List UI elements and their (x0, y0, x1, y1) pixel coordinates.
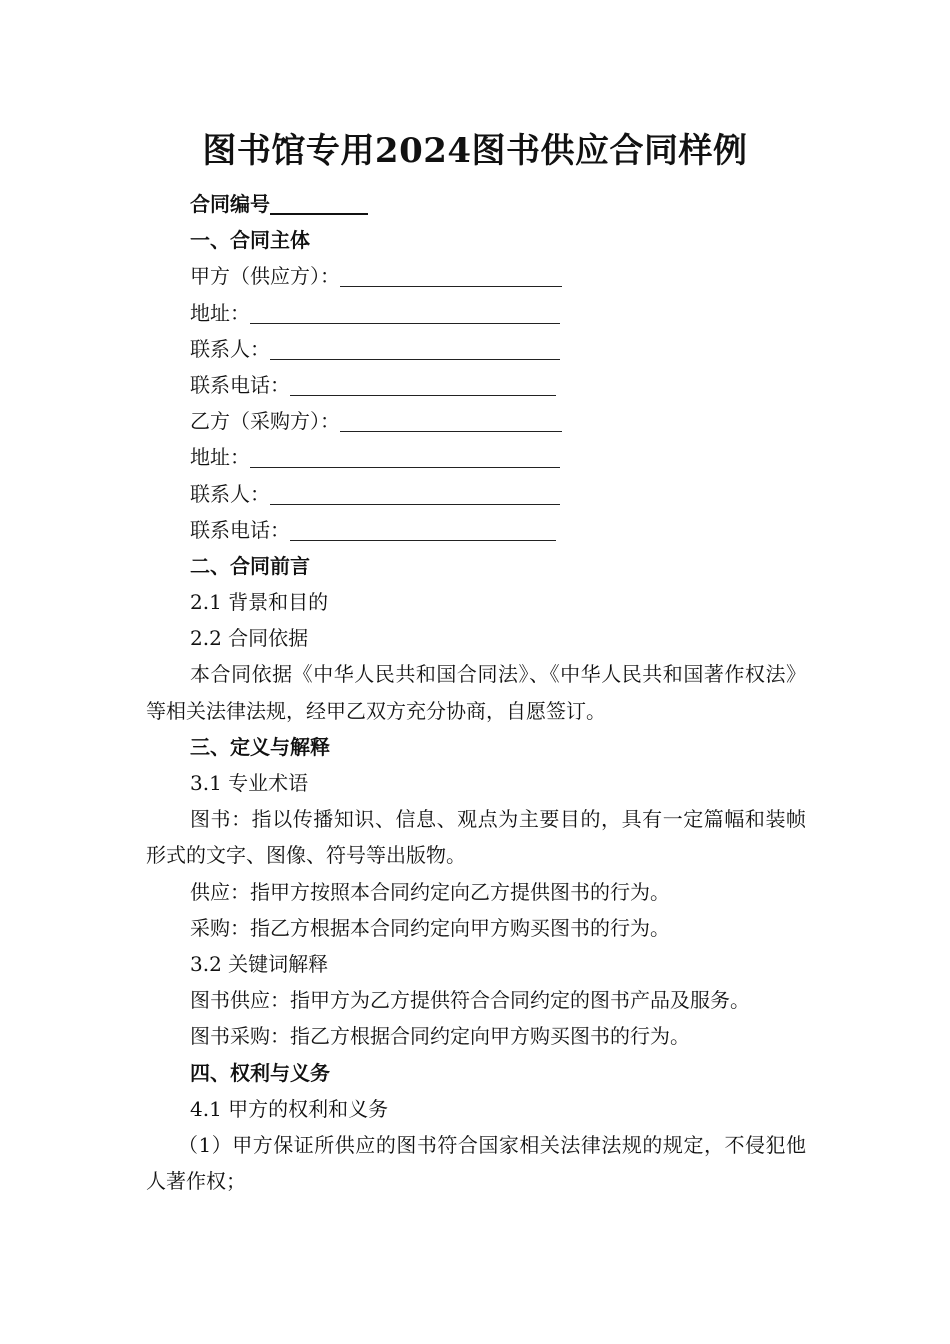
party-b-contact-blank (270, 482, 560, 505)
contract-number-label: 合同编号 (190, 192, 270, 216)
party-a-contact-line (146, 331, 806, 367)
party-b-address-line (146, 439, 806, 475)
party-a-address-label: 地址： (190, 300, 250, 325)
clause-4-1: 4.1 甲方的权利和义务 (190, 1096, 389, 1121)
party-a-line (146, 258, 806, 294)
definition-book-purchase: 图书采购：指乙方根据合同约定向甲方购买图书的行为。 (190, 1024, 690, 1049)
definition-book-supply: 图书供应：指甲方为乙方提供符合合同约定的图书产品及服务。 (190, 988, 750, 1013)
party-a-contact-label: 联系人： (190, 336, 270, 361)
definition-book: 图书：指以传播知识、信息、观点为主要目的，具有一定篇幅和装帧形式的文字、图像、符号等出版物。 (146, 807, 806, 868)
party-a-contact-blank (270, 337, 560, 360)
party-a-label: 甲方（供应方）： (190, 264, 340, 289)
section-heading-3: 三、定义与解释 (190, 734, 330, 759)
party-b-line (146, 403, 806, 439)
section-heading-2: 二、合同前言 (190, 553, 310, 578)
party-a-phone-blank (290, 373, 556, 396)
clause-2-1: 2.1 背景和目的 (190, 590, 329, 615)
contract-number-blank (270, 191, 368, 215)
party-a-address-line (146, 295, 806, 331)
rights-item-1: （1）甲方保证所供应的图书符合国家相关法律法规的规定，不侵犯他人著作权； (146, 1132, 806, 1194)
clause-3-2: 3.2 关键词解释 (190, 952, 329, 976)
party-b-phone-blank (290, 518, 556, 541)
contract-number-line (146, 186, 806, 222)
party-a-phone-line (146, 367, 806, 403)
clause-3-1: 3.1 专业术语 (190, 771, 309, 796)
contract-basis-paragraph: 本合同依据《中华人民共和国合同法》、《中华人民共和国著作权法》等相关法律法规，经甲乙双方充分协商，自愿签订。 (146, 662, 806, 723)
party-a-phone-label: 联系电话： (190, 372, 290, 397)
definition-purchase: 采购：指乙方根据本合同约定向甲方购买图书的行为。 (190, 915, 670, 940)
definition-supply: 供应：指甲方按照本合同约定向乙方提供图书的行为。 (190, 879, 670, 904)
party-b-phone-line (146, 512, 806, 548)
section-heading-4: 四、权利与义务 (190, 1060, 330, 1085)
party-b-contact-line (146, 476, 806, 512)
party-b-label: 乙方（采购方）： (190, 409, 340, 434)
party-a-address-blank (250, 301, 560, 324)
document-title: 图书馆专用2024图书供应合同样例 (202, 131, 748, 171)
party-b-address-label: 地址： (190, 445, 250, 470)
party-b-blank (340, 409, 562, 432)
section-heading-1: 一、合同主体 (190, 228, 310, 253)
party-a-blank (340, 264, 562, 287)
clause-2-2: 2.2 合同依据 (190, 626, 309, 651)
document-body (146, 186, 806, 1199)
party-b-address-blank (250, 445, 560, 468)
party-b-phone-label: 联系电话： (190, 517, 290, 542)
party-b-contact-label: 联系人： (190, 481, 270, 506)
